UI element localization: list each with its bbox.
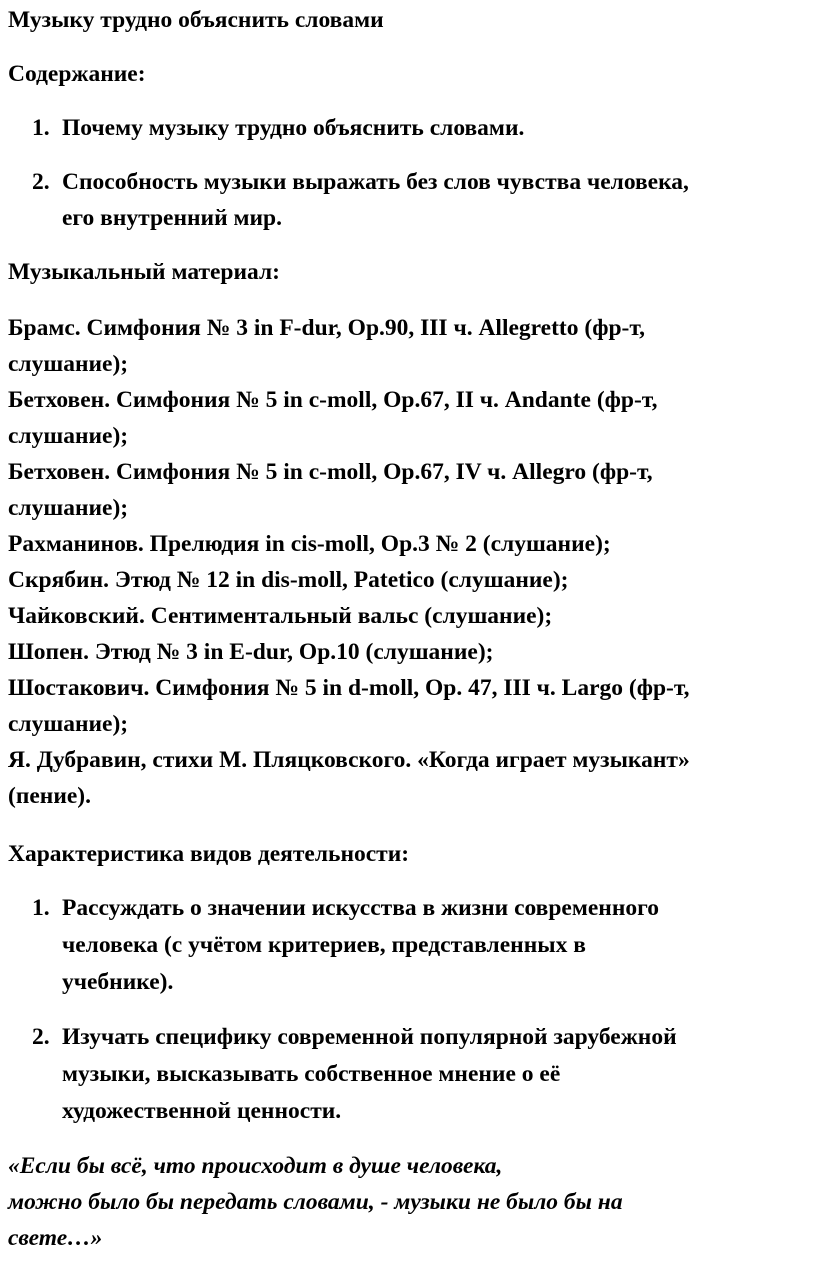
activities-item-line: художественной ценности. bbox=[62, 1098, 342, 1124]
activities-item-line: музыки, высказывать собственное мнение о её bbox=[62, 1061, 561, 1087]
material-line: слушание); bbox=[8, 423, 129, 449]
quote-line: «Если бы всё, что происходит в душе человека, bbox=[8, 1153, 503, 1179]
material-line: слушание); bbox=[8, 495, 129, 521]
activities-item-number: 2. bbox=[32, 1024, 50, 1050]
activities-item-line: Изучать специфику современной популярной зарубежной bbox=[62, 1024, 677, 1050]
activities-item-line: учебнике). bbox=[62, 969, 174, 995]
material-line: Бетховен. Симфония № 5 in c-moll, Op.67, IV ч. Allegro (фр-т, bbox=[8, 459, 653, 485]
material-line: Шостакович. Симфония № 5 in d-moll, Op. 47, III ч. Largo (фр-т, bbox=[8, 675, 690, 701]
epigraph-quote bbox=[8, 1148, 806, 1256]
material-line: Чайковский. Сентиментальный вальс (слушание); bbox=[8, 603, 553, 629]
contents-item-line: его внутренний мир. bbox=[62, 205, 282, 231]
activities-item-line: человека (с учётом критериев, представленных в bbox=[62, 932, 586, 958]
contents-item-line: Почему музыку трудно объяснить словами. bbox=[62, 115, 525, 141]
material-line: слушание); bbox=[8, 711, 129, 737]
activities-item-1 bbox=[8, 890, 806, 1001]
activities-item-number: 1. bbox=[32, 895, 50, 921]
contents-item-1 bbox=[8, 110, 806, 146]
material-line: Скрябин. Этюд № 12 in dis-moll, Patetico (слушание); bbox=[8, 567, 569, 593]
activities-item-line: Рассуждать о значении искусства в жизни современного bbox=[62, 895, 659, 921]
material-line: Бетховен. Симфония № 5 in c-moll, Op.67, II ч. Andante (фр-т, bbox=[8, 387, 658, 413]
contents-item-line: Способность музыки выражать без слов чувства человека, bbox=[62, 169, 689, 195]
material-line: Шопен. Этюд № 3 in E-dur, Op.10 (слушание); bbox=[8, 639, 494, 665]
quote-line: свете…» bbox=[8, 1225, 103, 1251]
material-line: Рахманинов. Прелюдия in cis-moll, Op.3 № 2 (слушание); bbox=[8, 531, 611, 557]
activities-heading: Характеристика видов деятельности: bbox=[8, 841, 410, 867]
quote-line: можно было бы передать словами, - музыки не было бы на bbox=[8, 1189, 623, 1215]
contents-item-number: 1. bbox=[32, 115, 50, 141]
material-line: Я. Дубравин, стихи М. Пляцковского. «Когда играет музыкант» bbox=[8, 747, 690, 773]
activities-item-2 bbox=[8, 1019, 806, 1130]
activities-list bbox=[8, 890, 806, 1130]
document-title: Музыку трудно объяснить словами bbox=[8, 7, 384, 33]
contents-list bbox=[8, 110, 806, 236]
material-heading: Музыкальный материал: bbox=[8, 259, 281, 285]
material-list bbox=[8, 310, 806, 814]
material-line: Брамс. Симфония № 3 in F-dur, Op.90, III ч. Allegretto (фр-т, bbox=[8, 315, 646, 341]
material-line: (пение). bbox=[8, 783, 92, 809]
material-line: слушание); bbox=[8, 351, 129, 377]
contents-item-2 bbox=[8, 164, 806, 236]
contents-heading: Содержание: bbox=[8, 61, 146, 87]
contents-item-number: 2. bbox=[32, 169, 50, 195]
